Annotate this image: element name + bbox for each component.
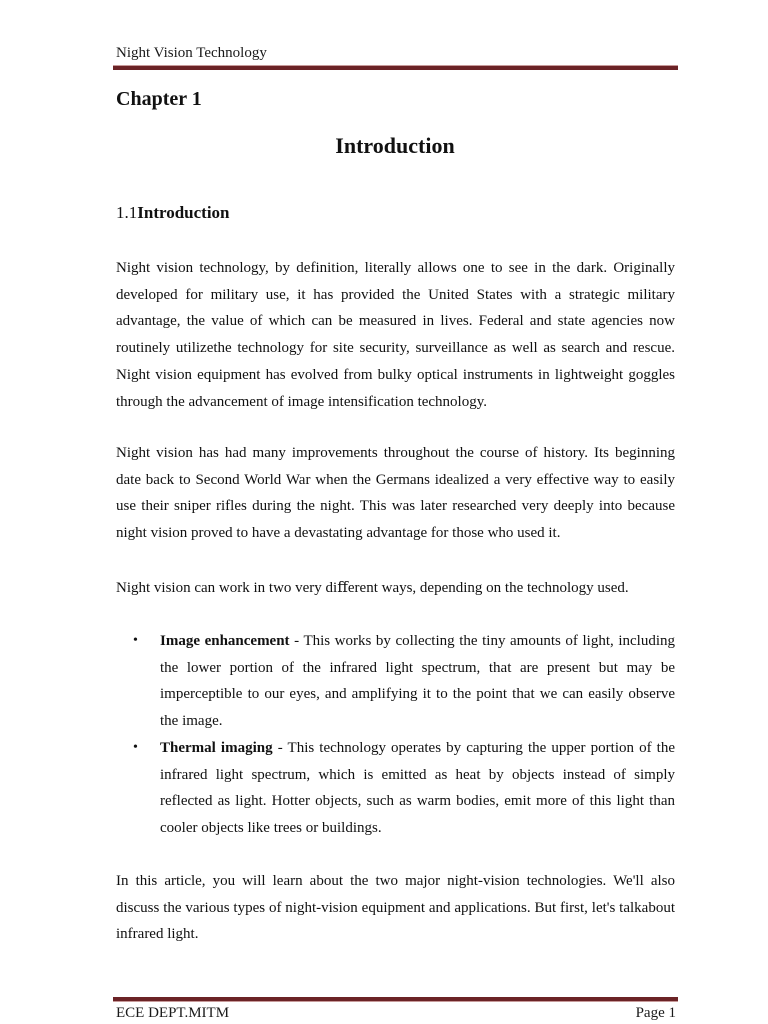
- header-rule: [113, 65, 678, 70]
- bullet-term: Image enhancement: [160, 633, 290, 649]
- section-number: 1.1: [116, 203, 138, 222]
- bullet-icon: •: [133, 633, 138, 648]
- chapter-title: Introduction: [335, 133, 455, 158]
- paragraph-history: Night vision has had many improvements throughout the course of history. Its beginning date back to Second World War when the Germans idealized a very effective way to easily use their sniper rifles during the night. This was later researched very deeply into because night vision proved to have a devastating advantage for those who used it.: [116, 445, 675, 542]
- bullet-icon: •: [133, 739, 138, 755]
- footer-rule: [113, 997, 678, 1002]
- bullet-text: - This technology operates by capturing the upper portion of the infrared light spectrum, which is emitted as heat by objects instead of simply reflected as light. Hotter objects, such as warm bodies, emit more of this light than cooler objects like trees or buildings.: [160, 739, 676, 836]
- header-rule-thick: [113, 66, 678, 70]
- chapter-label: Chapter 1: [116, 88, 202, 110]
- running-title: Night Vision Technology: [116, 45, 267, 61]
- section-title: Introduction: [137, 203, 230, 222]
- bullet-text: - This works by collecting the tiny amounts of light, including the lower portion of the infrared light spectrum, that are present but may be imperceptible to our eyes, and amplifying it to the point that we can easily observe the image.: [160, 633, 675, 730]
- paragraph-definition: Night vision technology, by definition, literally allows one to see in the dark. Originally developed for military use, it has provided the United States with a strategic military advantage, the value of which can be measured in lives. Federal and state agencies now routinely utilizethe technology for site security, surveillance as well as search and rescue. Night vision equipment has evolved from bulky optical instruments in lightweight goggles through the advancement of image intensification technology.: [116, 260, 675, 410]
- paragraph-article-overview: In this article, you will learn about the two major night-vision technologies. We'll also discuss the various types of night-vision equipment and applications. But first, let's talkabout infrared light.: [116, 873, 675, 943]
- footer-department: ECE DEPT.MITM: [116, 1005, 230, 1021]
- list-item-thermal-imaging: [116, 735, 675, 842]
- technology-list: [116, 628, 675, 842]
- bullet-term: Thermal imaging: [160, 739, 273, 756]
- paragraph-two-ways: Night vision can work in two very diﬀerent ways, depending on the technology used.: [116, 580, 629, 596]
- footer-rule-thin: [113, 1001, 678, 1002]
- section-heading: [116, 203, 230, 223]
- list-item-image-enhancement: [116, 628, 675, 735]
- page-number: Page 1: [635, 1005, 676, 1021]
